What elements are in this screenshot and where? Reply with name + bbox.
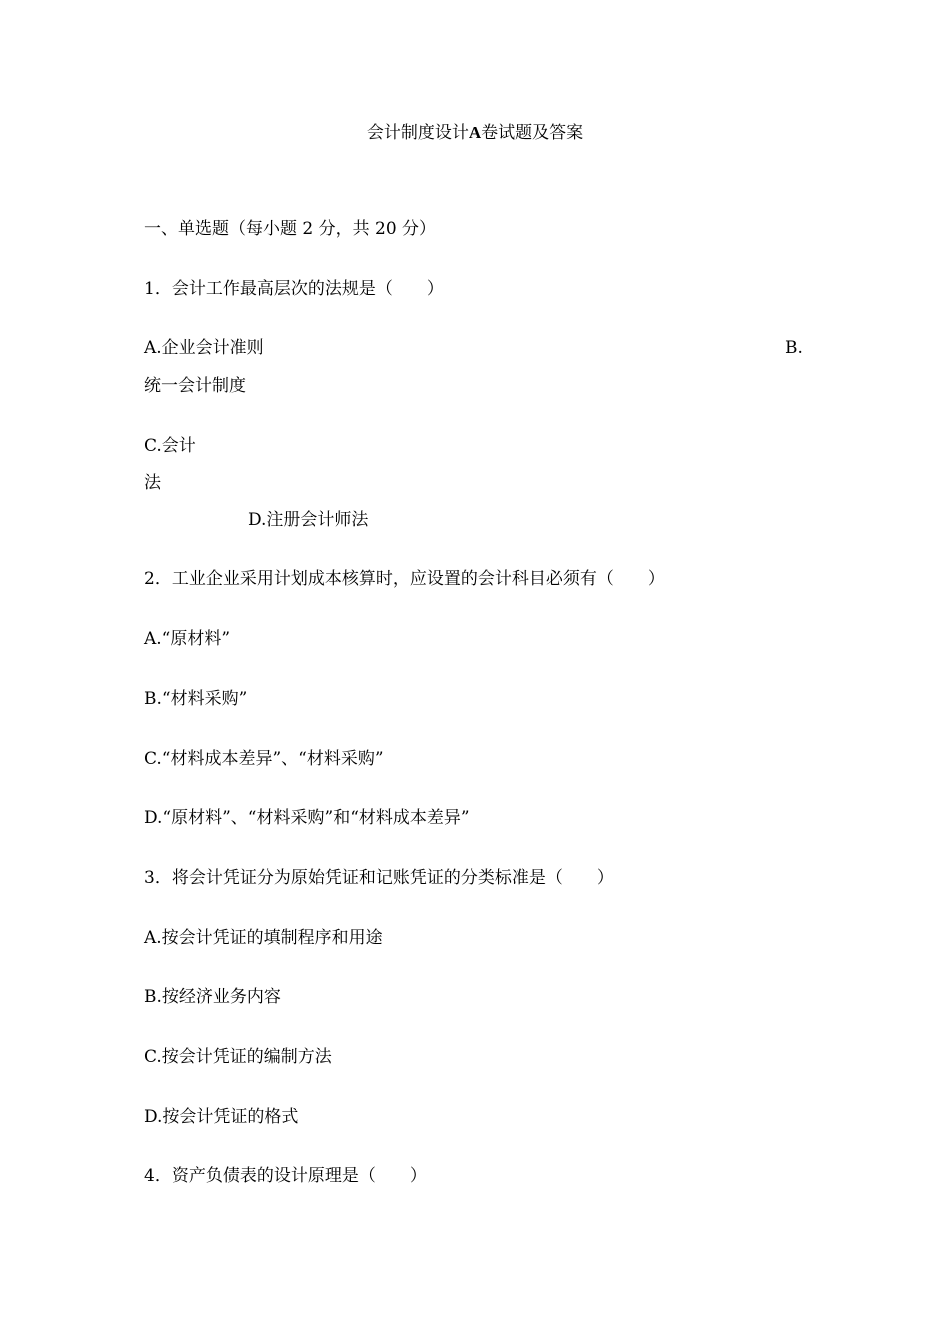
section-heading: 一、单选题（每小题 2 分，共 20 分） <box>144 219 437 239</box>
question-2-option-b: B.“材料采购” <box>144 689 248 709</box>
question-1-option-b-letter: B. <box>785 338 803 358</box>
question-1-option-c-wrap: 法 <box>144 473 161 493</box>
question-2-stem: 2．工业企业采用计划成本核算时，应设置的会计科目必须有（ ） <box>144 569 665 589</box>
question-1-option-d: D.注册会计师法 <box>248 510 369 530</box>
question-4-stem: 4．资产负债表的设计原理是（ ） <box>144 1166 427 1186</box>
question-2-option-c: C.“材料成本差异”、“材料采购” <box>144 749 384 769</box>
title-prefix: 会计制度设计 <box>366 123 469 143</box>
page-title <box>0 122 950 144</box>
question-3-option-b: B.按经济业务内容 <box>144 987 281 1007</box>
question-1-option-a: A.企业会计准则 <box>144 338 264 358</box>
question-1-stem: 1．会计工作最高层次的法规是（ ） <box>144 279 444 299</box>
question-2-option-a: A.“原材料” <box>144 629 231 649</box>
question-1-option-b-text: 统一会计制度 <box>144 376 246 396</box>
question-3-option-d: D.按会计凭证的格式 <box>144 1107 299 1127</box>
question-3-option-c: C.按会计凭证的编制方法 <box>144 1047 332 1067</box>
title-suffix: 卷试题及答案 <box>481 123 584 143</box>
question-3-option-a: A.按会计凭证的填制程序和用途 <box>144 928 383 948</box>
question-2-option-d: D.“原材料”、“材料采购”和“材料成本差异” <box>144 808 470 828</box>
question-3-stem: 3．将会计凭证分为原始凭证和记账凭证的分类标准是（ ） <box>144 868 614 888</box>
title-letter: A <box>468 123 482 142</box>
question-1-option-c: C.会计 <box>144 436 196 456</box>
